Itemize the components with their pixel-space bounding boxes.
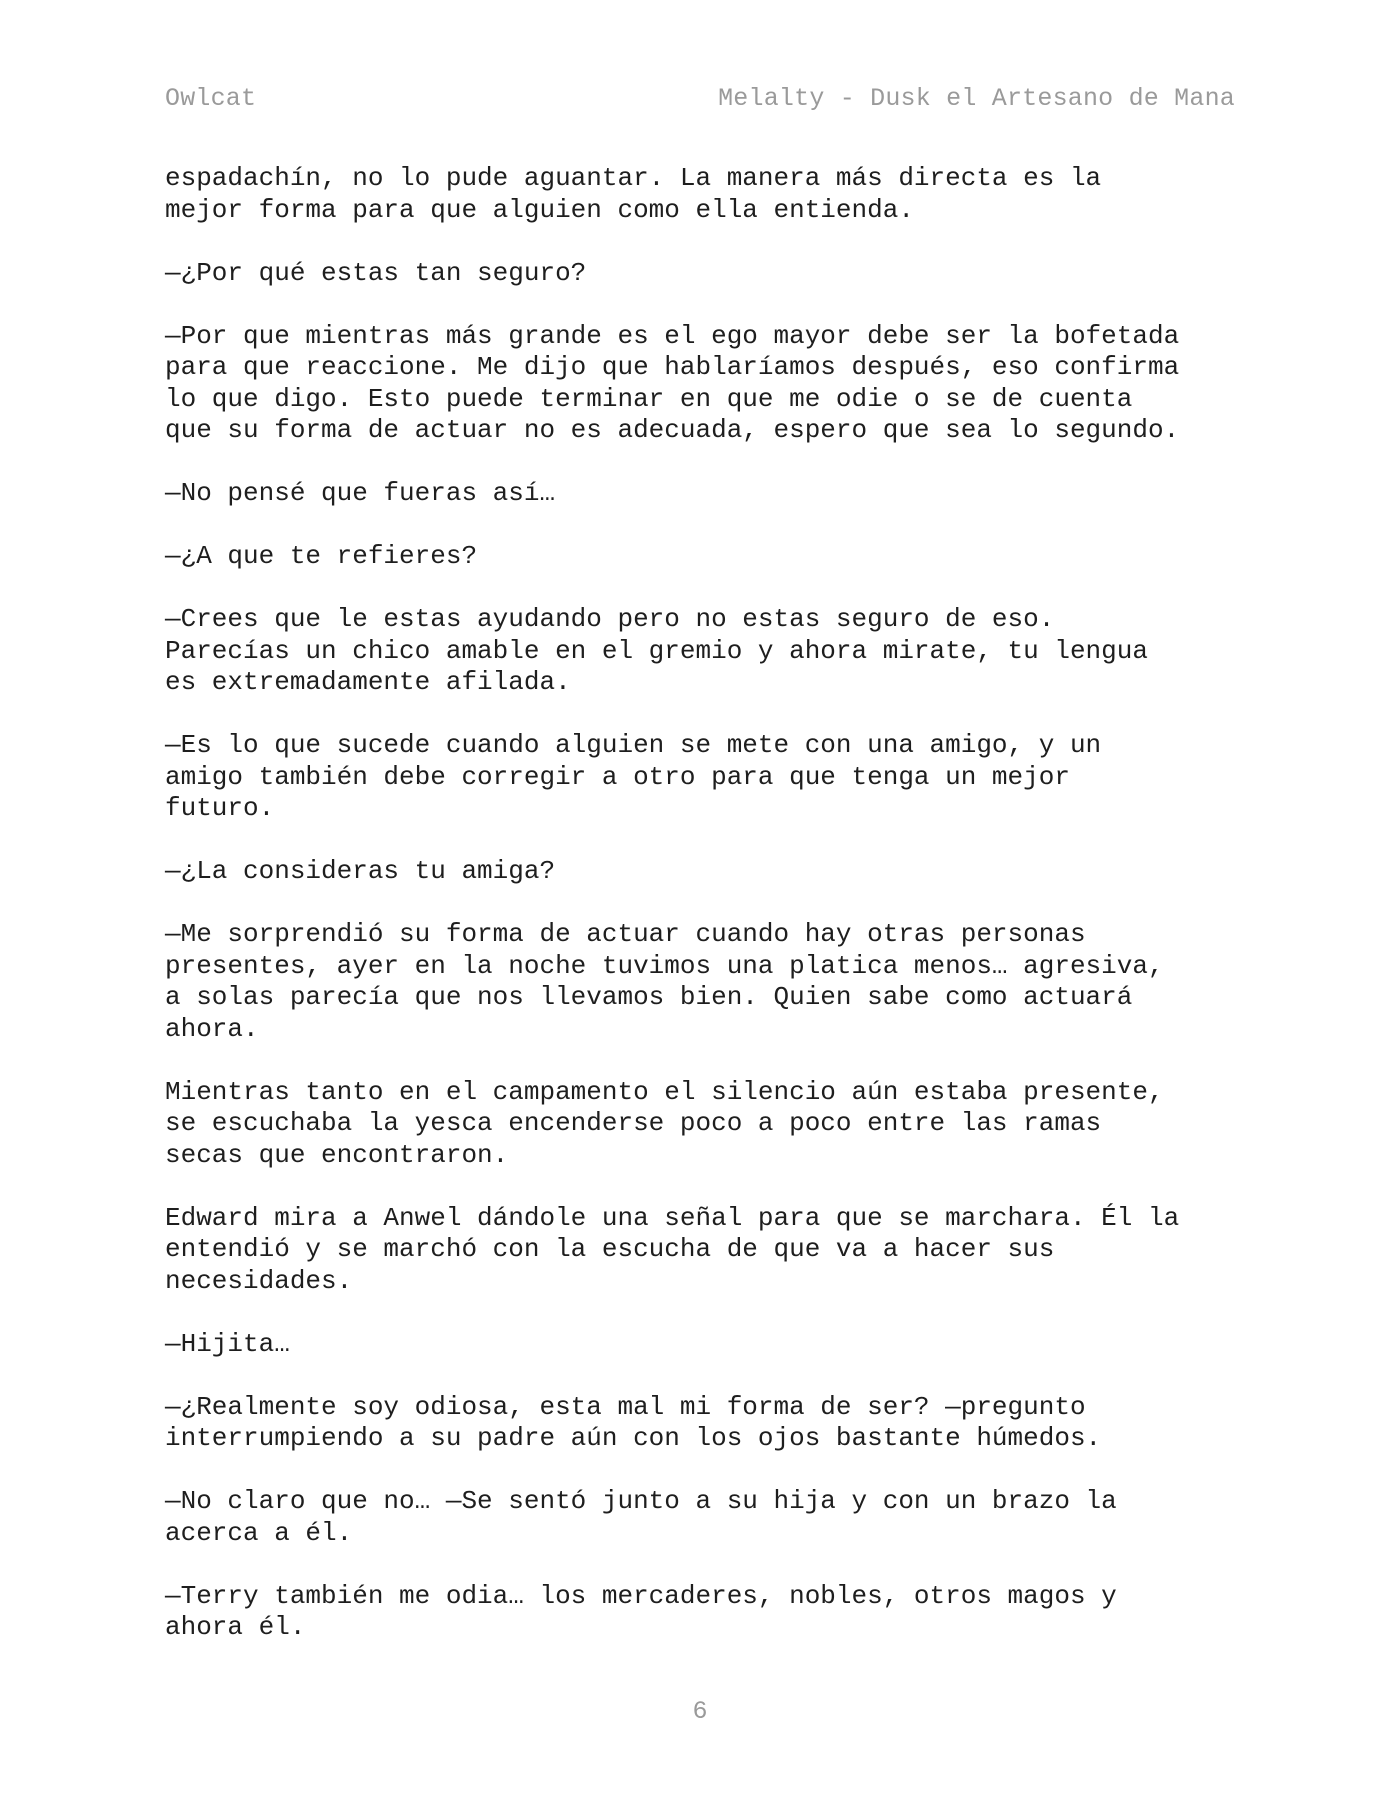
page-number: 6	[692, 1697, 708, 1726]
paragraph: —Crees que le estas ayudando pero no estas seguro de eso. Parecías un chico amable en el gremio y ahora mirate, tu lengua es extremadamente afilada.	[165, 604, 1148, 697]
paragraph: espadachín, no lo pude aguantar. La manera más directa es la mejor forma para que alguien como ella entienda.	[165, 163, 1102, 225]
paragraph: —No claro que no… —Se sentó junto a su hija y con un brazo la acerca a él.	[165, 1486, 1117, 1548]
paragraph: —Por que mientras más grande es el ego mayor debe ser la bofetada para que reaccione. Me dijo que hablaríamos después, eso confirma lo que digo. Esto puede terminar en que me odie o se de cuenta que su forma de actuar no es adecuada, espero que sea lo segundo.	[165, 320, 1180, 445]
paragraph: —¿La consideras tu amiga?	[165, 856, 556, 886]
paragraph: Edward mira a Anwel dándole una señal para que se marchara. Él la entendió y se marchó con la escucha de que va a hacer sus necesidades.	[165, 1202, 1180, 1296]
header-title: Melalty - Dusk el Artesano de Mana	[718, 83, 1235, 113]
page-header	[165, 78, 1235, 118]
paragraph: Mientras tanto en el campamento el silencio aún estaba presente, se escuchaba la yesca encenderse poco a poco entre las ramas secas que encontraron.	[165, 1076, 1164, 1170]
paragraph: —Terry también me odia… los mercaderes, nobles, otros magos y ahora él.	[165, 1580, 1117, 1642]
paragraph: —¿Por qué estas tan seguro?	[165, 257, 587, 288]
paragraph: —¿A que te refieres?	[165, 541, 478, 571]
header-author: Owlcat	[165, 83, 257, 113]
paragraph: —¿Realmente soy odiosa, esta mal mi forma de ser? —pregunto interrumpiendo a su padre aún con los ojos bastante húmedos.	[165, 1391, 1102, 1453]
paragraph: —Me sorprendió su forma de actuar cuando hay otras personas presentes, ayer en la noche tuvimos una platica menos… agresiva, a solas parecía que nos llevamos bien. Quien sabe como actuará ahora.	[165, 919, 1164, 1044]
paragraph: —Hijita…	[165, 1328, 290, 1359]
paragraph: —Es lo que sucede cuando alguien se mete con una amigo, y un amigo también debe corregir a otro para que tenga un mejor futuro.	[165, 730, 1102, 823]
body-text	[165, 163, 1245, 1675]
paragraph: —No pensé que fueras así…	[165, 478, 556, 508]
